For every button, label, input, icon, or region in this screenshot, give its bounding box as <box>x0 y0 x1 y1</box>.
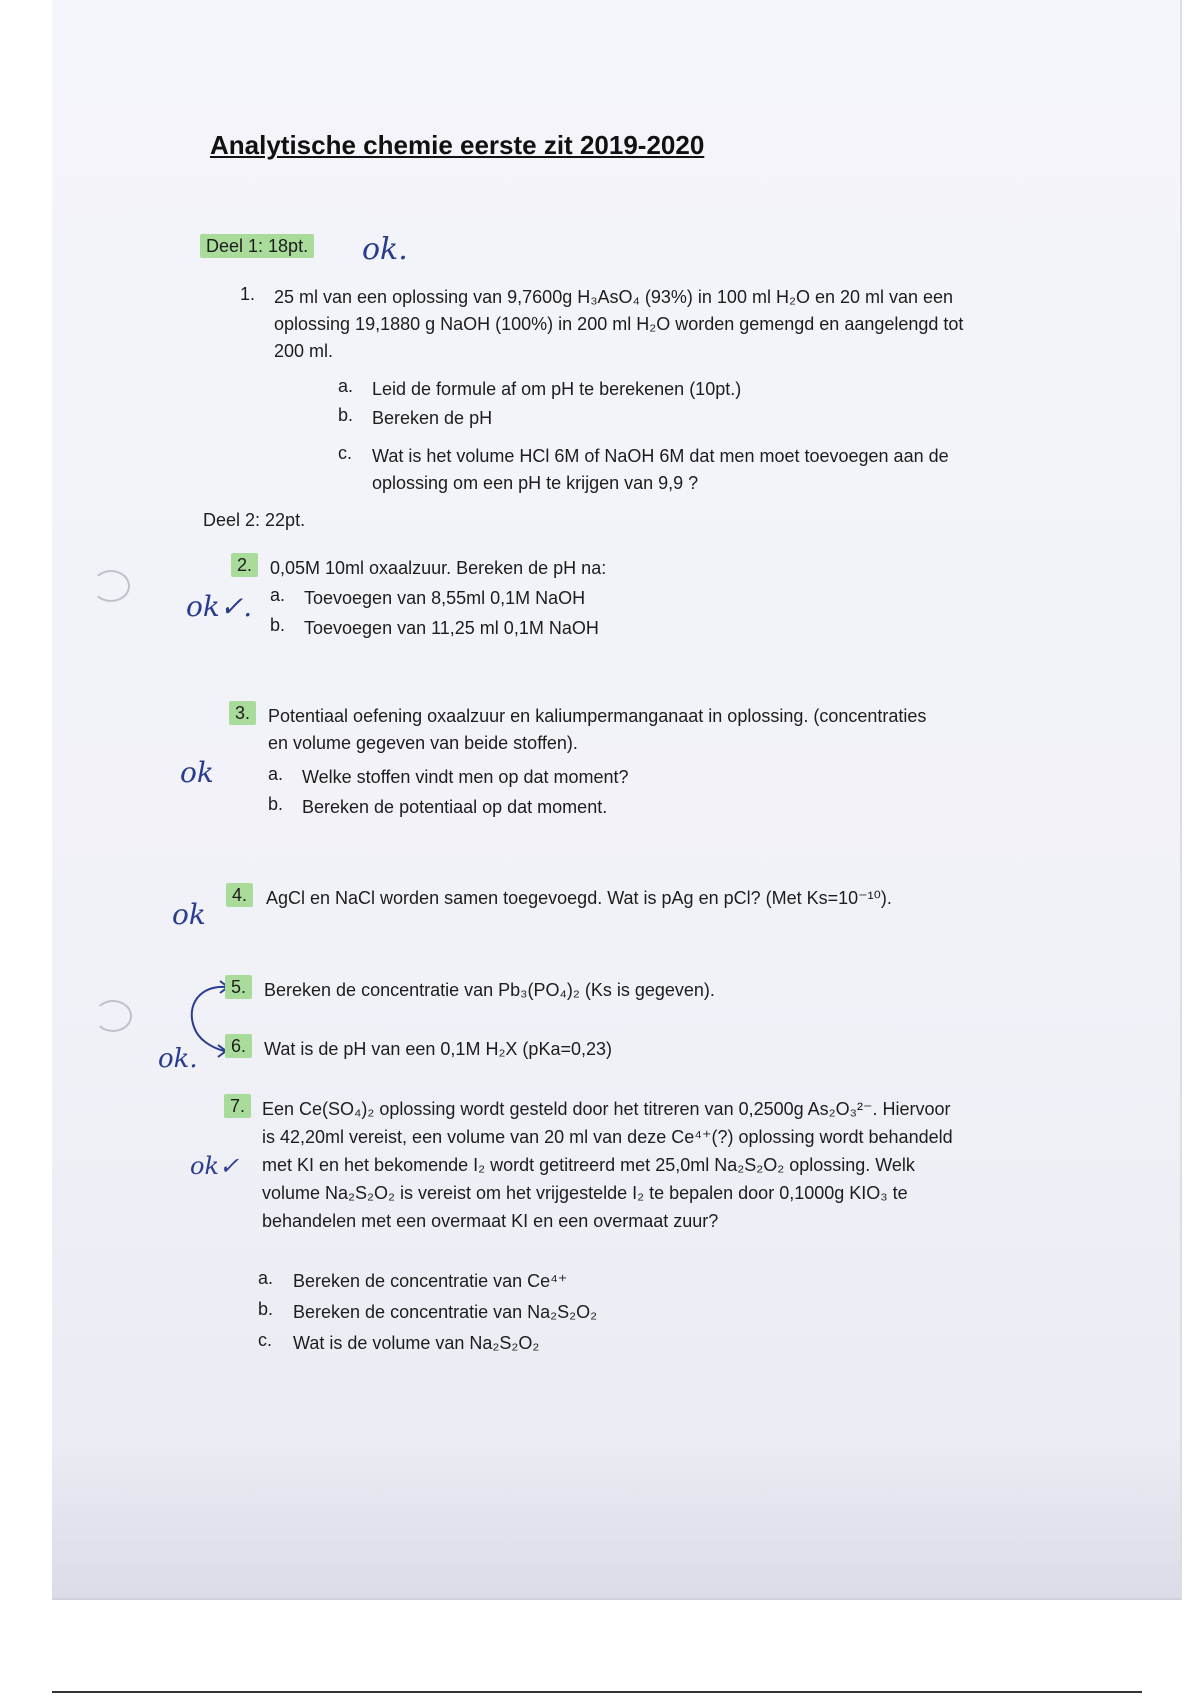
scan-shadow <box>52 1440 1180 1598</box>
q1c-text-1: Wat is het volume HCl 6M of NaOH 6M dat men moet toevoegen aan de <box>372 446 949 466</box>
q7c-letter: c. <box>258 1330 273 1350</box>
q7b-text: Bereken de concentratie van Na₂S₂O₂ <box>293 1302 598 1322</box>
q3a-letter: a. <box>268 764 284 784</box>
q7-handnote: ok✓ <box>190 1152 240 1180</box>
q7a-letter: a. <box>258 1268 274 1288</box>
q1-line-2: oplossing 19,1880 g NaOH (100%) in 200 ml H₂O worden gemengd en aangelengd tot <box>274 314 964 334</box>
q7-line-2: is 42,20ml vereist, een volume van 20 ml van deze Ce⁴⁺(?) oplossing wordt behandeld <box>262 1127 953 1147</box>
q2b-text: Toevoegen van 11,25 ml 0,1M NaOH <box>304 618 599 638</box>
q7-number: 7. <box>224 1096 251 1117</box>
q7c-text: Wat is de volume van Na₂S₂O₂ <box>293 1333 540 1353</box>
q1a-letter: a. <box>338 376 354 396</box>
q2b-letter: b. <box>270 615 286 635</box>
q2a-letter: a. <box>270 585 286 605</box>
q5-number: 5. <box>225 977 252 998</box>
q1b-text: Bereken de pH <box>372 408 493 428</box>
q1c-letter: c. <box>338 443 353 463</box>
q1b-letter: b. <box>338 405 354 425</box>
bottom-rule <box>52 1691 1142 1693</box>
q3a-text: Welke stoffen vindt men op dat moment? <box>302 767 629 787</box>
q4-text: AgCl en NaCl worden samen toegevoegd. Wat is pAg en pCl? (Met Ks=10⁻¹⁰). <box>266 888 892 908</box>
q2-number: 2. <box>231 555 258 576</box>
q3-line-1: Potentiaal oefening oxaalzuur en kaliumpermanganaat in oplossing. (concentraties <box>268 706 927 726</box>
punch-hole-mark-2 <box>94 1000 132 1032</box>
page-title: Analytische chemie eerste zit 2019-2020 <box>210 130 705 160</box>
q3-line-2: en volume gegeven van beide stoffen). <box>268 733 578 753</box>
q7b-letter: b. <box>258 1299 274 1319</box>
deel2-label: Deel 2: 22pt. <box>203 510 306 530</box>
q7-line-1: Een Ce(SO₄)₂ oplossing wordt gesteld door het titreren van 0,2500g As₂O₃²⁻. Hiervoor <box>262 1099 951 1119</box>
q2-handnote: ok✓. <box>186 590 253 623</box>
q5-text: Bereken de concentratie van Pb₃(PO₄)₂ (Ks is gegeven). <box>264 980 715 1000</box>
q3-number: 3. <box>229 703 256 724</box>
q7-line-5: behandelen met een overmaat KI en een overmaat zuur? <box>262 1211 719 1231</box>
deel1-handnote: ok. <box>362 232 408 267</box>
q2-text: 0,05M 10ml oxaalzuur. Bereken de pH na: <box>270 558 607 578</box>
q2a-text: Toevoegen van 8,55ml 0,1M NaOH <box>304 588 586 608</box>
q1-number: 1. <box>240 284 256 304</box>
q4-number: 4. <box>226 885 253 906</box>
q7-line-4: volume Na₂S₂O₂ is vereist om het vrijgestelde I₂ te bepalen door 0,1000g KIO₃ te <box>262 1183 908 1203</box>
q6-handnote: ok. <box>158 1044 198 1074</box>
q1a-text: Leid de formule af om pH te berekenen (10pt.) <box>372 379 742 399</box>
q7-line-3: met KI en het bekomende I₂ wordt getitreerd met 25,0ml Na₂S₂O₂ oplossing. Welk <box>262 1155 915 1175</box>
deel1-highlight: Deel 1: 18pt. <box>200 234 314 258</box>
q1c-text-2: oplossing om een pH te krijgen van 9,9 ? <box>372 473 699 493</box>
q3-handnote: ok <box>180 756 214 789</box>
q1-line-1: 25 ml van een oplossing van 9,7600g H₃AsO₄ (93%) in 100 ml H₂O en 20 ml van een <box>274 287 954 307</box>
punch-hole-mark <box>92 570 130 602</box>
q6-text: Wat is de pH van een 0,1M H₂X (pKa=0,23) <box>264 1039 612 1059</box>
deel1-label <box>200 236 314 257</box>
q4-handnote: ok <box>172 898 206 931</box>
q1-line-3: 200 ml. <box>274 341 334 361</box>
q3b-letter: b. <box>268 794 284 814</box>
q7a-text: Bereken de concentratie van Ce⁴⁺ <box>293 1271 568 1291</box>
q6-number: 6. <box>225 1036 252 1057</box>
q3b-text: Bereken de potentiaal op dat moment. <box>302 797 608 817</box>
